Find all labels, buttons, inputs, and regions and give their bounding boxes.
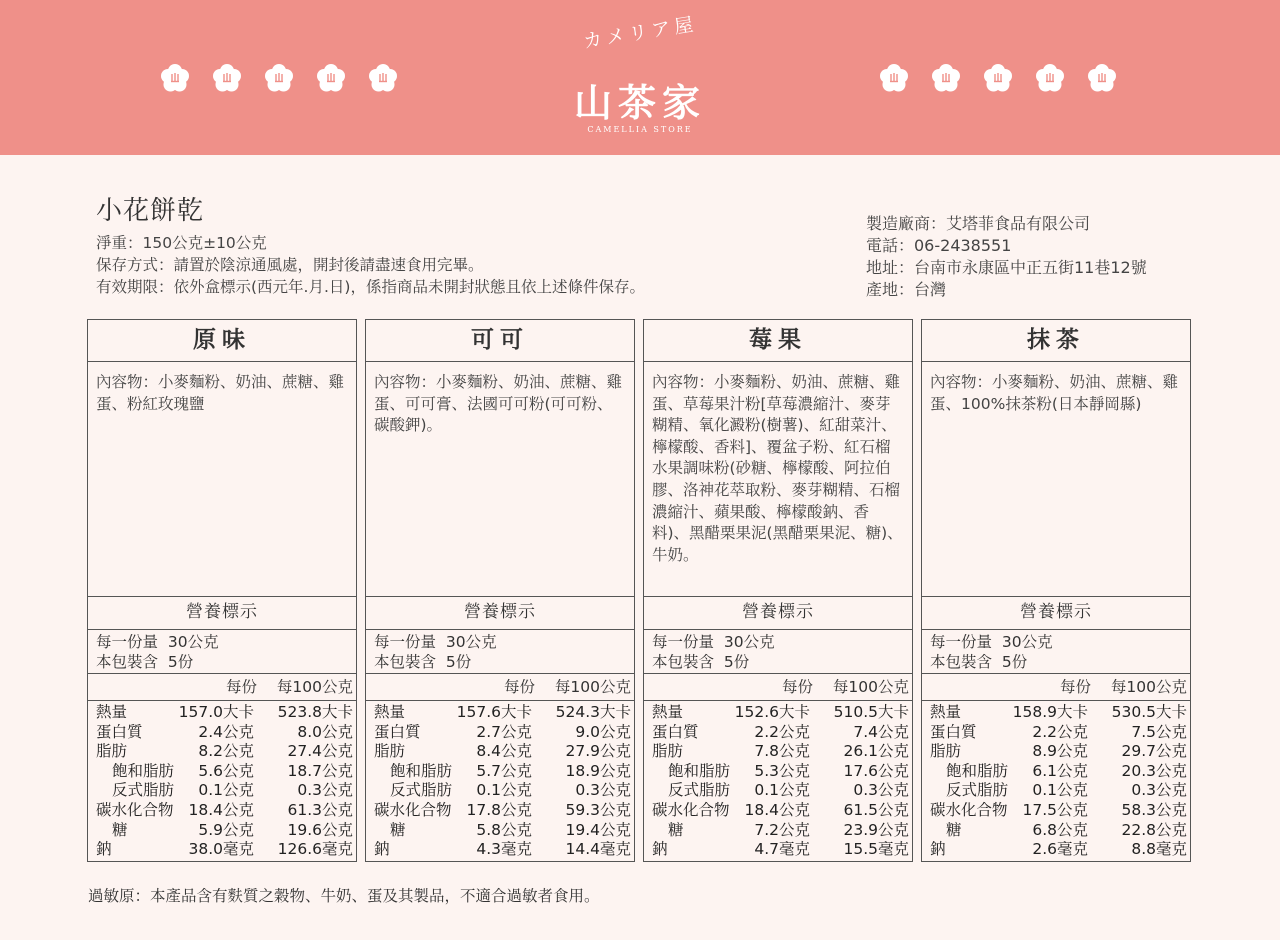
flavor-name: 原味 — [88, 320, 356, 362]
nutrition-row — [96, 781, 353, 801]
nutrition-row — [930, 801, 1187, 821]
nutrient-name: 飽和脂肪 — [390, 761, 453, 780]
per-100g-header: 每100公克 — [832, 678, 909, 696]
nutrition-header — [366, 674, 634, 701]
nutrition-row — [652, 840, 909, 860]
per-100g-header: 每100公克 — [276, 678, 353, 696]
nutrition-header — [88, 674, 356, 701]
nutrition-row — [374, 781, 631, 801]
nutrition-row — [652, 762, 909, 782]
per-serving-value: 0.1公克 — [1032, 781, 1088, 800]
camellia-flower-icon — [316, 63, 346, 93]
nutrient-name: 糖 — [112, 820, 128, 839]
per-serving-value: 2.2公克 — [1032, 722, 1088, 741]
per-serving-value: 2.2公克 — [754, 722, 810, 741]
nutrient-name: 蛋白質 — [374, 722, 421, 741]
servings-per-pack: 本包裝含 5份 — [652, 653, 750, 671]
per-serving-value: 0.1公克 — [754, 781, 810, 800]
camellia-flower-icon — [879, 63, 909, 93]
per-100g-value: 20.3公克 — [1121, 761, 1187, 780]
per-serving-value: 5.7公克 — [476, 761, 532, 780]
per-serving-value: 7.2公克 — [754, 820, 810, 839]
per-100g-value: 530.5大卡 — [1111, 703, 1187, 721]
nutrition-row — [96, 762, 353, 782]
camellia-flower-icon — [983, 63, 1013, 93]
storage-method: 保存方式：請置於陰涼通風處，開封後請盡速食用完畢。 — [96, 256, 484, 274]
nutrition-header — [922, 674, 1190, 701]
per-100g-value: 524.3大卡 — [555, 703, 631, 721]
per-serving-value: 7.8公克 — [754, 742, 810, 761]
nutrition-row — [374, 821, 631, 841]
nutrient-name: 熱量 — [930, 703, 962, 721]
manufacturer-name: 製造廠商：艾塔菲食品有限公司 — [866, 214, 1091, 233]
nutrient-name: 蛋白質 — [652, 722, 699, 741]
per-100g-value: 59.3公克 — [565, 800, 631, 819]
camellia-flower-icon — [1087, 63, 1117, 93]
nutrition-header — [644, 674, 912, 701]
per-100g-value: 29.7公克 — [1121, 742, 1187, 761]
per-100g-value: 9.0公克 — [575, 722, 631, 741]
flavor-column — [365, 319, 635, 862]
per-100g-value: 523.8大卡 — [277, 703, 353, 721]
nutrient-name: 熱量 — [652, 703, 684, 721]
nutrient-name: 碳水化合物 — [930, 800, 1008, 819]
serving-info — [88, 630, 356, 674]
per-100g-value: 17.6公克 — [843, 761, 909, 780]
nutrition-title: 營養標示 — [366, 597, 634, 630]
nutrition-row — [374, 703, 631, 723]
per-100g-value: 0.3公克 — [853, 781, 909, 800]
brand-name: 山茶家 — [573, 81, 706, 125]
per-serving-value: 5.3公克 — [754, 761, 810, 780]
nutrition-rows — [922, 701, 1190, 860]
product-info — [96, 232, 645, 298]
per-serving-value: 17.5公克 — [1022, 800, 1088, 819]
flavor-column — [87, 319, 357, 862]
per-100g-value: 126.6毫克 — [277, 840, 353, 859]
per-serving-value: 2.6毫克 — [1032, 840, 1088, 859]
per-serving-value: 38.0毫克 — [188, 840, 254, 859]
per-serving-value: 5.6公克 — [198, 761, 254, 780]
flavor-name: 可可 — [366, 320, 634, 362]
flower-row-left — [160, 63, 398, 93]
per-100g-value: 8.8毫克 — [1131, 840, 1187, 859]
nutrition-row — [374, 742, 631, 762]
per-100g-value: 8.0公克 — [297, 722, 353, 741]
per-100g-value: 27.4公克 — [287, 742, 353, 761]
per-100g-value: 22.8公克 — [1121, 820, 1187, 839]
per-100g-value: 510.5大卡 — [833, 703, 909, 721]
per-100g-value: 61.3公克 — [287, 800, 353, 819]
serving-size: 每一份量 30公克 — [374, 633, 497, 651]
serving-info — [644, 630, 912, 674]
nutrient-name: 鈉 — [652, 840, 668, 859]
per-serving-value: 8.9公克 — [1032, 742, 1088, 761]
per-100g-header: 每100公克 — [554, 678, 631, 696]
nutrient-name: 反式脂肪 — [112, 781, 175, 800]
per-serving-value: 18.4公克 — [188, 800, 254, 819]
camellia-flower-icon — [368, 63, 398, 93]
per-serving-header: 每份 — [225, 678, 257, 696]
nutrient-name: 糖 — [668, 820, 684, 839]
nutrient-name: 糖 — [390, 820, 406, 839]
nutrition-row — [374, 723, 631, 743]
servings-per-pack: 本包裝含 5份 — [374, 653, 472, 671]
nutrition-row — [930, 742, 1187, 762]
per-serving-header: 每份 — [503, 678, 535, 696]
nutrient-name: 脂肪 — [930, 742, 962, 761]
nutrient-name: 熱量 — [374, 703, 406, 721]
nutrient-name: 蛋白質 — [96, 722, 143, 741]
per-serving-value: 6.1公克 — [1032, 761, 1088, 780]
nutrition-row — [652, 781, 909, 801]
per-100g-value: 61.5公克 — [843, 800, 909, 819]
ingredients-text: 內容物：小麥麵粉、奶油、蔗糖、雞蛋、粉紅玫瑰鹽 — [88, 362, 356, 597]
nutrition-rows — [88, 701, 356, 860]
per-serving-value: 157.0大卡 — [178, 703, 254, 721]
nutrition-row — [374, 840, 631, 860]
origin: 產地：台灣 — [866, 280, 947, 299]
nutrition-row — [652, 723, 909, 743]
nutrient-name: 脂肪 — [374, 742, 406, 761]
per-serving-value: 4.7毫克 — [754, 840, 810, 859]
nutrition-row — [374, 762, 631, 782]
per-100g-value: 0.3公克 — [1131, 781, 1187, 800]
flavor-name: 莓果 — [644, 320, 912, 362]
per-100g-value: 26.1公克 — [843, 742, 909, 761]
per-serving-value: 152.6大卡 — [734, 703, 810, 721]
servings-per-pack: 本包裝含 5份 — [96, 653, 194, 671]
per-serving-value: 4.3毫克 — [476, 840, 532, 859]
nutrition-row — [652, 742, 909, 762]
nutrient-name: 脂肪 — [652, 742, 684, 761]
per-100g-value: 14.4毫克 — [565, 840, 631, 859]
expiry-date: 有效期限：依外盒標示(西元年.月.日)，係指商品未開封狀態且依上述條件保存。 — [96, 278, 645, 296]
nutrition-title: 營養標示 — [922, 597, 1190, 630]
servings-per-pack: 本包裝含 5份 — [930, 653, 1028, 671]
ingredients-text: 內容物：小麥麵粉、奶油、蔗糖、雞蛋、100%抹茶粉(日本靜岡縣) — [922, 362, 1190, 597]
per-serving-value: 0.1公克 — [476, 781, 532, 800]
flower-row-right — [879, 63, 1117, 93]
nutrient-name: 熱量 — [96, 703, 128, 721]
per-100g-value: 0.3公克 — [297, 781, 353, 800]
nutrition-row — [930, 781, 1187, 801]
nutrient-name: 鈉 — [374, 840, 390, 859]
per-serving-value: 2.7公克 — [476, 722, 532, 741]
per-serving-value: 8.4公克 — [476, 742, 532, 761]
nutrition-row — [96, 801, 353, 821]
nutrition-row — [652, 821, 909, 841]
ingredients-text: 內容物：小麥麵粉、奶油、蔗糖、雞蛋、草莓果汁粉[草莓濃縮汁、麥芽糊精、氧化澱粉(樹薯)、紅甜菜汁、檸檬酸、香料]、覆盆子粉、紅石榴水果調味粉(砂糖、檸檬酸、阿拉伯膠、洛神花萃取粉、麥芽糊精、石榴濃縮汁、蘋果酸、檸檬酸鈉、香料)、黑醋栗果泥(黑醋栗果泥、糖)、牛奶。 — [644, 362, 912, 597]
nutrition-row — [96, 821, 353, 841]
per-100g-header: 每100公克 — [1110, 678, 1187, 696]
header-band — [0, 0, 1280, 155]
per-serving-value: 158.9大卡 — [1012, 703, 1088, 721]
nutrition-row — [930, 821, 1187, 841]
per-100g-value: 18.9公克 — [565, 761, 631, 780]
nutrition-row — [930, 723, 1187, 743]
nutrient-name: 脂肪 — [96, 742, 128, 761]
manufacturer-address: 地址：台南市永康區中正五街11巷12號 — [866, 258, 1147, 277]
brand-kana: カメリア屋 — [581, 13, 699, 53]
nutrition-row — [374, 801, 631, 821]
brand-english: CAMELLIA STORE — [587, 125, 693, 134]
net-weight: 淨重：150公克±10公克 — [96, 234, 267, 252]
camellia-flower-icon — [264, 63, 294, 93]
per-100g-value: 58.3公克 — [1121, 800, 1187, 819]
per-100g-value: 0.3公克 — [575, 781, 631, 800]
nutrient-name: 碳水化合物 — [652, 800, 730, 819]
nutrition-row — [652, 703, 909, 723]
per-serving-value: 0.1公克 — [198, 781, 254, 800]
nutrition-row — [96, 703, 353, 723]
nutrition-row — [930, 840, 1187, 860]
per-100g-value: 23.9公克 — [843, 820, 909, 839]
manufacturer-info — [866, 213, 1147, 301]
nutrient-name: 糖 — [946, 820, 962, 839]
per-100g-value: 27.9公克 — [565, 742, 631, 761]
nutrition-row — [96, 723, 353, 743]
allergen-notice: 過敏原：本產品含有麩質之穀物、牛奶、蛋及其製品，不適合過敏者食用。 — [88, 887, 600, 905]
nutrient-name: 碳水化合物 — [96, 800, 174, 819]
manufacturer-phone: 電話：06-2438551 — [866, 236, 1012, 255]
nutrition-row — [930, 762, 1187, 782]
flavor-column — [643, 319, 913, 862]
nutrient-name: 飽和脂肪 — [112, 761, 175, 780]
serving-size: 每一份量 30公克 — [652, 633, 775, 651]
nutrient-name: 飽和脂肪 — [668, 761, 731, 780]
per-100g-value: 7.4公克 — [853, 722, 909, 741]
serving-size: 每一份量 30公克 — [930, 633, 1053, 651]
ingredients-text: 內容物：小麥麵粉、奶油、蔗糖、雞蛋、可可膏、法國可可粉(可可粉、碳酸鉀)。 — [366, 362, 634, 597]
per-100g-value: 15.5毫克 — [843, 840, 909, 859]
nutrition-title: 營養標示 — [88, 597, 356, 630]
serving-info — [366, 630, 634, 674]
per-serving-value: 5.9公克 — [198, 820, 254, 839]
nutrition-row — [930, 703, 1187, 723]
per-serving-value: 18.4公克 — [744, 800, 810, 819]
per-serving-header: 每份 — [781, 678, 813, 696]
camellia-flower-icon — [160, 63, 190, 93]
per-100g-value: 18.7公克 — [287, 761, 353, 780]
nutrition-rows — [366, 701, 634, 860]
nutrient-name: 鈉 — [96, 840, 112, 859]
per-100g-value: 19.6公克 — [287, 820, 353, 839]
product-title: 小花餅乾 — [96, 196, 205, 226]
nutrient-name: 反式脂肪 — [390, 781, 453, 800]
camellia-flower-icon — [212, 63, 242, 93]
nutrient-name: 反式脂肪 — [668, 781, 731, 800]
nutrient-name: 反式脂肪 — [946, 781, 1009, 800]
nutrient-name: 蛋白質 — [930, 722, 977, 741]
serving-size: 每一份量 30公克 — [96, 633, 219, 651]
nutrition-row — [96, 840, 353, 860]
per-serving-value: 2.4公克 — [198, 722, 254, 741]
per-serving-value: 6.8公克 — [1032, 820, 1088, 839]
per-serving-value: 8.2公克 — [198, 742, 254, 761]
per-100g-value: 19.4公克 — [565, 820, 631, 839]
per-serving-header: 每份 — [1059, 678, 1091, 696]
per-100g-value: 7.5公克 — [1131, 722, 1187, 741]
nutrition-row — [96, 742, 353, 762]
serving-info — [922, 630, 1190, 674]
flavor-column — [921, 319, 1191, 862]
nutrition-title: 營養標示 — [644, 597, 912, 630]
per-serving-value: 5.8公克 — [476, 820, 532, 839]
flavor-name: 抹茶 — [922, 320, 1190, 362]
per-serving-value: 157.6大卡 — [456, 703, 532, 721]
camellia-flower-icon — [1035, 63, 1065, 93]
nutrition-row — [652, 801, 909, 821]
nutrient-name: 飽和脂肪 — [946, 761, 1009, 780]
nutrition-rows — [644, 701, 912, 860]
nutrient-name: 碳水化合物 — [374, 800, 452, 819]
per-serving-value: 17.8公克 — [466, 800, 532, 819]
nutrient-name: 鈉 — [930, 840, 946, 859]
camellia-flower-icon — [931, 63, 961, 93]
